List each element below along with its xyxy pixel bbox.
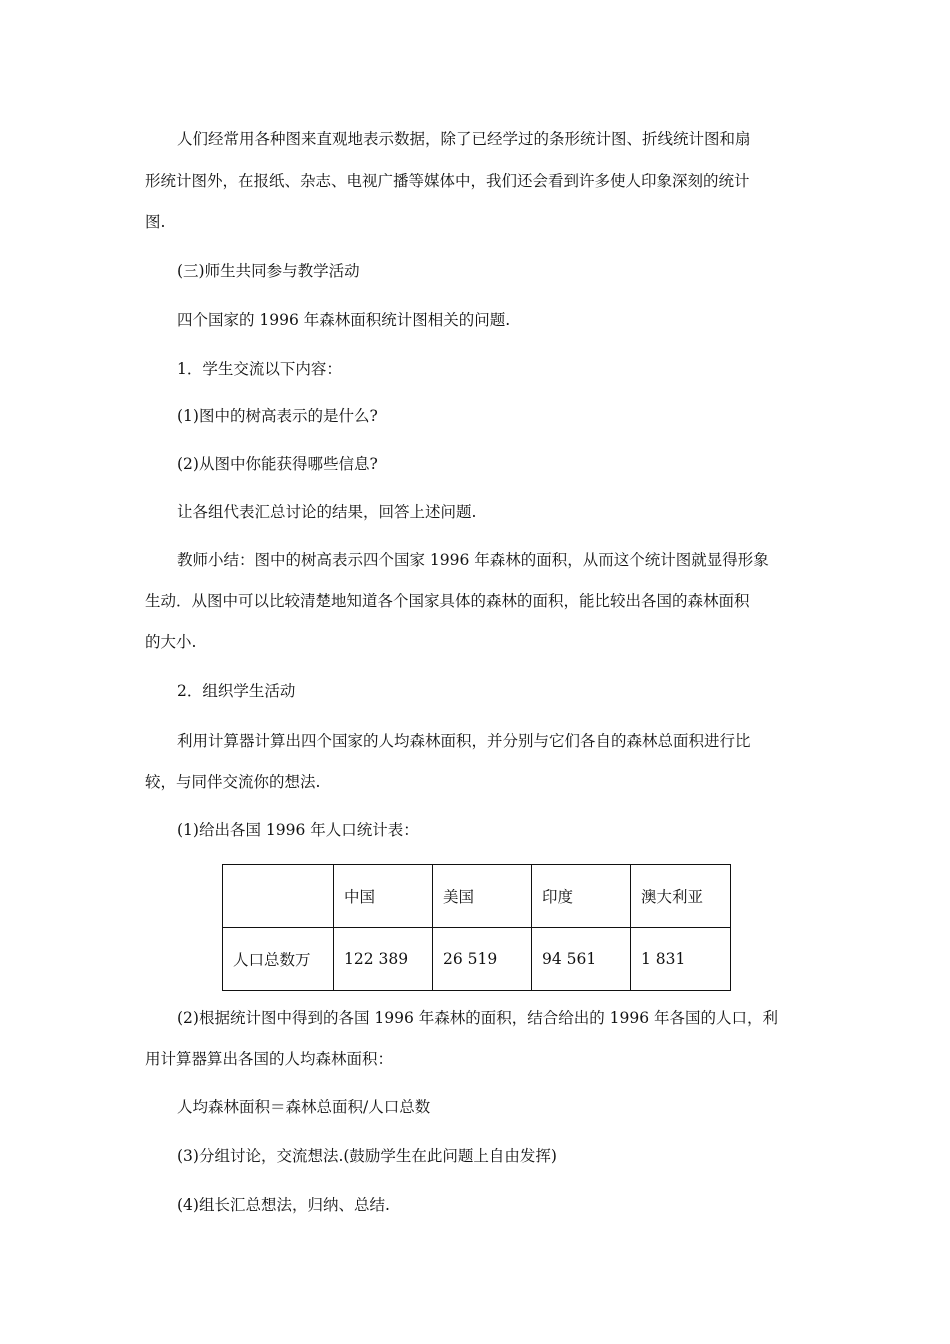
- summary-line-3: 的大小.: [145, 633, 197, 651]
- calc-line-2: 用计算器算出各国的人均森林面积：: [145, 1050, 394, 1068]
- question-2: (2)从图中你能获得哪些信息?: [177, 455, 378, 473]
- summary-line-1: 教师小结：图中的树高表示四个国家 1996 年森林的面积，从而这个统计图就显得形象: [177, 551, 769, 569]
- table-cell: 26 519: [433, 928, 532, 991]
- table-cell: 94 561: [532, 928, 631, 991]
- table-header-cell: [223, 865, 334, 928]
- topic-line: 四个国家的 1996 年森林面积统计图相关的问题.: [177, 311, 511, 329]
- section-heading: (三)师生共同参与教学活动: [177, 262, 360, 280]
- question-1: (1)图中的树高表示的是什么?: [177, 407, 378, 425]
- summary-line-2: 生动．从图中可以比较清楚地知道各个国家具体的森林的面积，能比较出各国的森林面积: [145, 592, 750, 610]
- intro-line-2: 形统计图外，在报纸、杂志、电视广播等媒体中，我们还会看到许多使人印象深刻的统计: [145, 172, 750, 190]
- table-row-label: 人口总数万: [223, 928, 334, 991]
- calc-line-1: (2)根据统计图中得到的各国 1996 年森林的面积，结合给出的 1996 年各国的人口，利: [177, 1009, 779, 1027]
- table-cell: 122 389: [334, 928, 433, 991]
- activity-line-1: 利用计算器计算出四个国家的人均森林面积，并分别与它们各自的森林总面积进行比: [177, 732, 751, 750]
- step-1-heading: 1．学生交流以下内容：: [177, 360, 342, 378]
- discussion-line: 让各组代表汇总讨论的结果，回答上述问题.: [177, 503, 477, 521]
- table-header-cell: 美国: [433, 865, 532, 928]
- table-cell: 1 831: [631, 928, 731, 991]
- table-intro: (1)给出各国 1996 年人口统计表：: [177, 821, 419, 839]
- activity-line-2: 较，与同伴交流你的想法.: [145, 773, 321, 791]
- step-2-heading: 2．组织学生活动: [177, 682, 296, 700]
- intro-line-3: 图.: [145, 213, 166, 231]
- table-header-cell: 中国: [334, 865, 433, 928]
- population-table: [222, 864, 731, 991]
- discussion-step: (3)分组讨论，交流想法.(鼓励学生在此问题上自由发挥): [177, 1147, 557, 1165]
- conclusion-step: (4)组长汇总想法，归纳、总结.: [177, 1196, 390, 1214]
- intro-line-1: 人们经常用各种图来直观地表示数据，除了已经学过的条形统计图、折线统计图和扇: [177, 130, 751, 148]
- table-header-row: [223, 865, 731, 928]
- table-header-cell: 澳大利亚: [631, 865, 731, 928]
- table-header-cell: 印度: [532, 865, 631, 928]
- formula-line: 人均森林面积＝森林总面积/人口总数: [177, 1098, 431, 1116]
- table-row: [223, 928, 731, 991]
